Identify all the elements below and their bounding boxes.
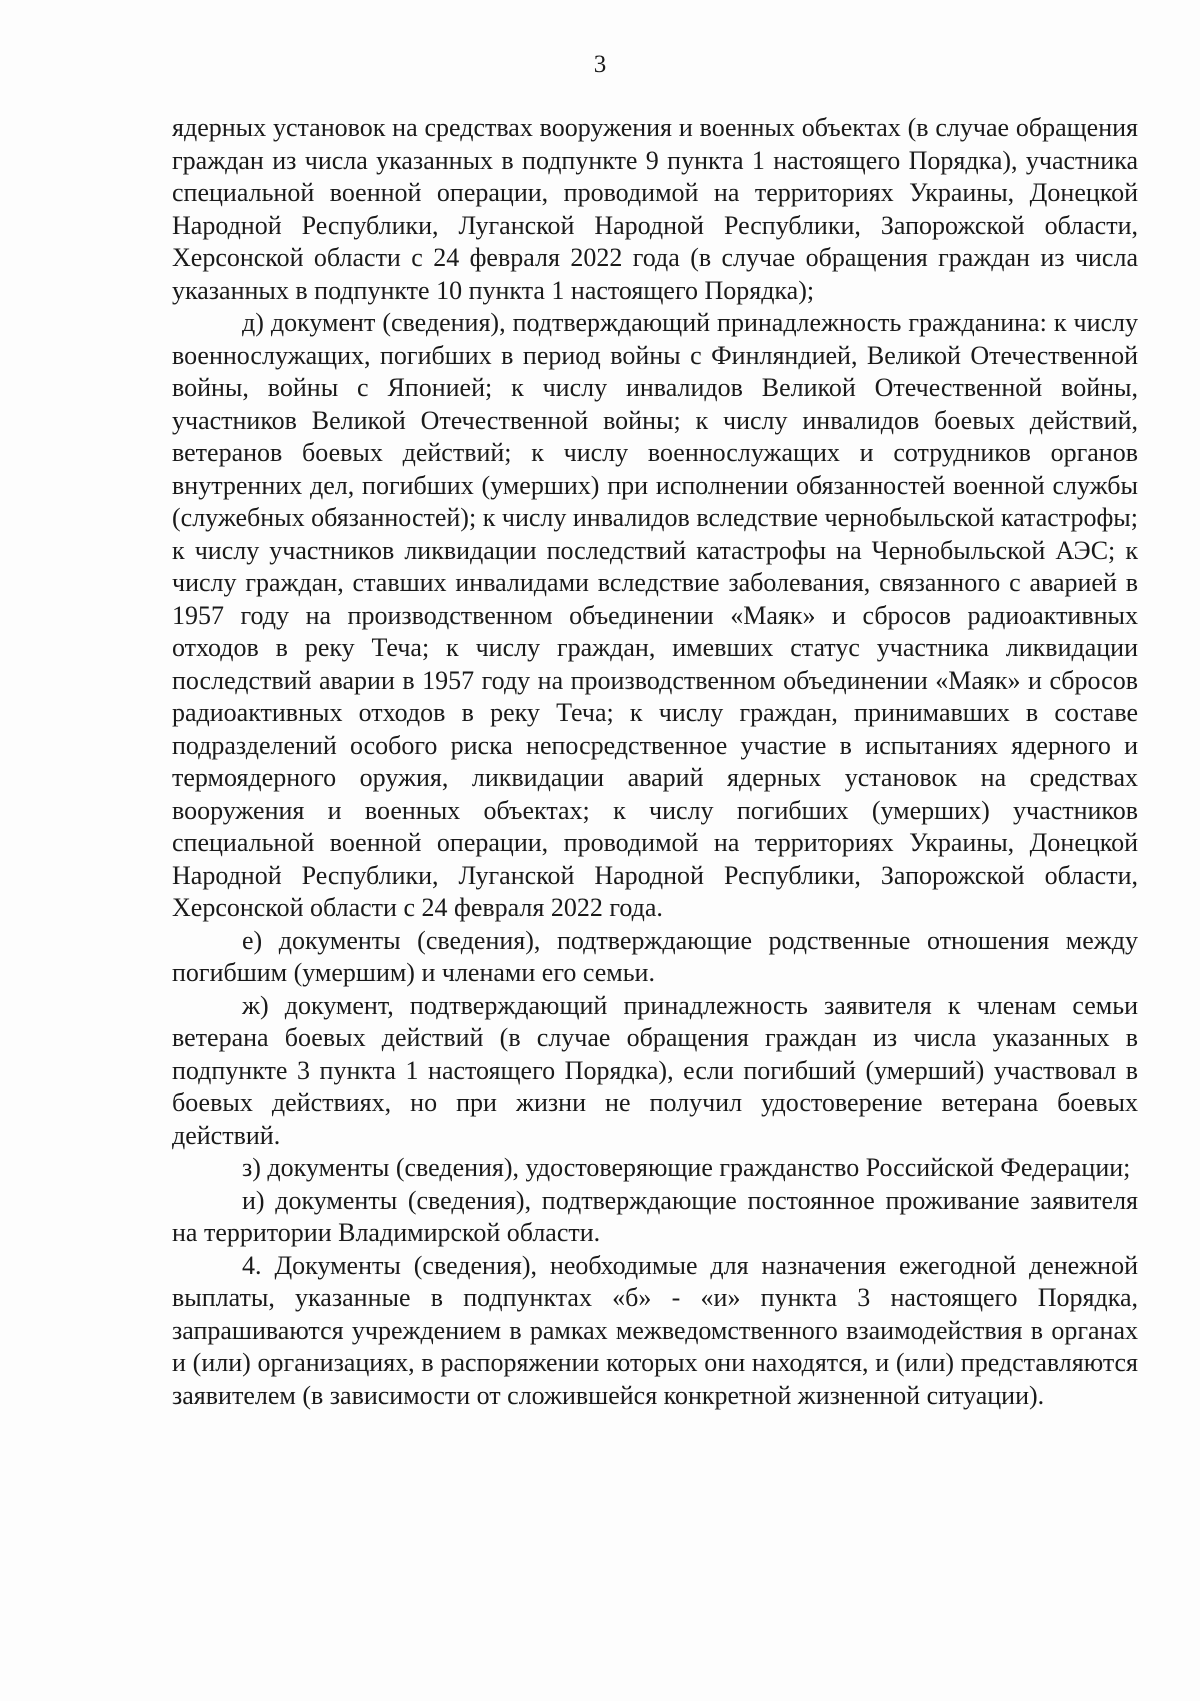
paragraph-item-e: е) документы (сведения), подтверждающие родственные отношения между погибшим (умершим) и членами его семьи. xyxy=(172,925,1138,987)
paragraph-item-i: и) документы (сведения), подтверждающие постоянное проживание заявителя на территории Владимирской области. xyxy=(172,1185,1138,1247)
page-number: 3 xyxy=(593,51,607,78)
paragraph-item-z: з) документы (сведения), удостоверяющие гражданство Российской Федерации; xyxy=(242,1153,1131,1182)
document-body xyxy=(172,112,1138,1412)
paragraph-clause-4: 4. Документы (сведения), необходимые для назначения ежегодной денежной выплаты, указанные в подпунктах «б» - «и» пункта 3 настоящего Порядка, запрашиваются учреждением в рамках межведомственного взаимодействия в органах и (или) организациях, в распоряжении которых они находятся, и (или) представляются заявителем (в зависимости от сложившейся конкретной жизненной ситуации). xyxy=(172,1250,1138,1410)
paragraph-item-zh: ж) документ, подтверждающий принадлежность заявителя к членам семьи ветерана боевых действий (в случае обращения граждан из числа указанных в подпункте 3 пункта 1 настоящего Порядка), если погибший (умерший) участвовал в боевых действиях, но при жизни не получил удостоверение ветерана боевых действий. xyxy=(172,990,1138,1150)
paragraph-item-d: д) документ (сведения), подтверждающий принадлежность гражданина: к числу военнослужащих, погибших в период войны с Финляндией, Великой Отечественной войны, войны с Японией; к числу инвалидов Великой Отечественной войны, участников Великой Отечественной войны; к числу инвалидов боевых действий, ветеранов боевых действий; к числу военнослужащих и сотрудников органов внутренних дел, погибших (умерших) при исполнении обязанностей военной службы (служебных обязанностей); к числу инвалидов вследствие чернобыльской катастрофы; к числу участников ликвидации последствий катастрофы на Чернобыльской АЭС; к числу граждан, ставших инвалидами вследствие заболевания, связанного с аварией в 1957 году на производственном объединении «Маяк» и сбросов радиоактивных отходов в реку Теча; к числу граждан, имевших статус участника ликвидации последствий аварии в 1957 году на производственном объединении «Маяк» и сбросов радиоактивных отходов в реку Теча; к числу граждан, принимавших в составе подразделений особого риска непосредственное участие в испытаниях ядерного и термоядерного оружия, ликвидации аварий ядерных установок на средствах вооружения и военных объектах; к числу погибших (умерших) участников специальной военной операции, проводимой на территориях Украины, Донецкой Народной Республики, Луганской Народной Республики, Запорожской области, Херсонской области с 24 февраля 2022 года. xyxy=(172,308,1138,922)
paragraph-continuation: ядерных установок на средствах вооружения и военных объектах (в случае обращения граждан из числа указанных в подпункте 9 пункта 1 настоящего Порядка), участника специальной военной операции, проводимой на территориях Украины, Донецкой Народной Республики, Луганской Народной Республики, Запорожской области, Херсонской области с 24 февраля 2022 года (в случае обращения граждан из числа указанных в подпункте 10 пункта 1 настоящего Порядка); xyxy=(172,113,1138,305)
